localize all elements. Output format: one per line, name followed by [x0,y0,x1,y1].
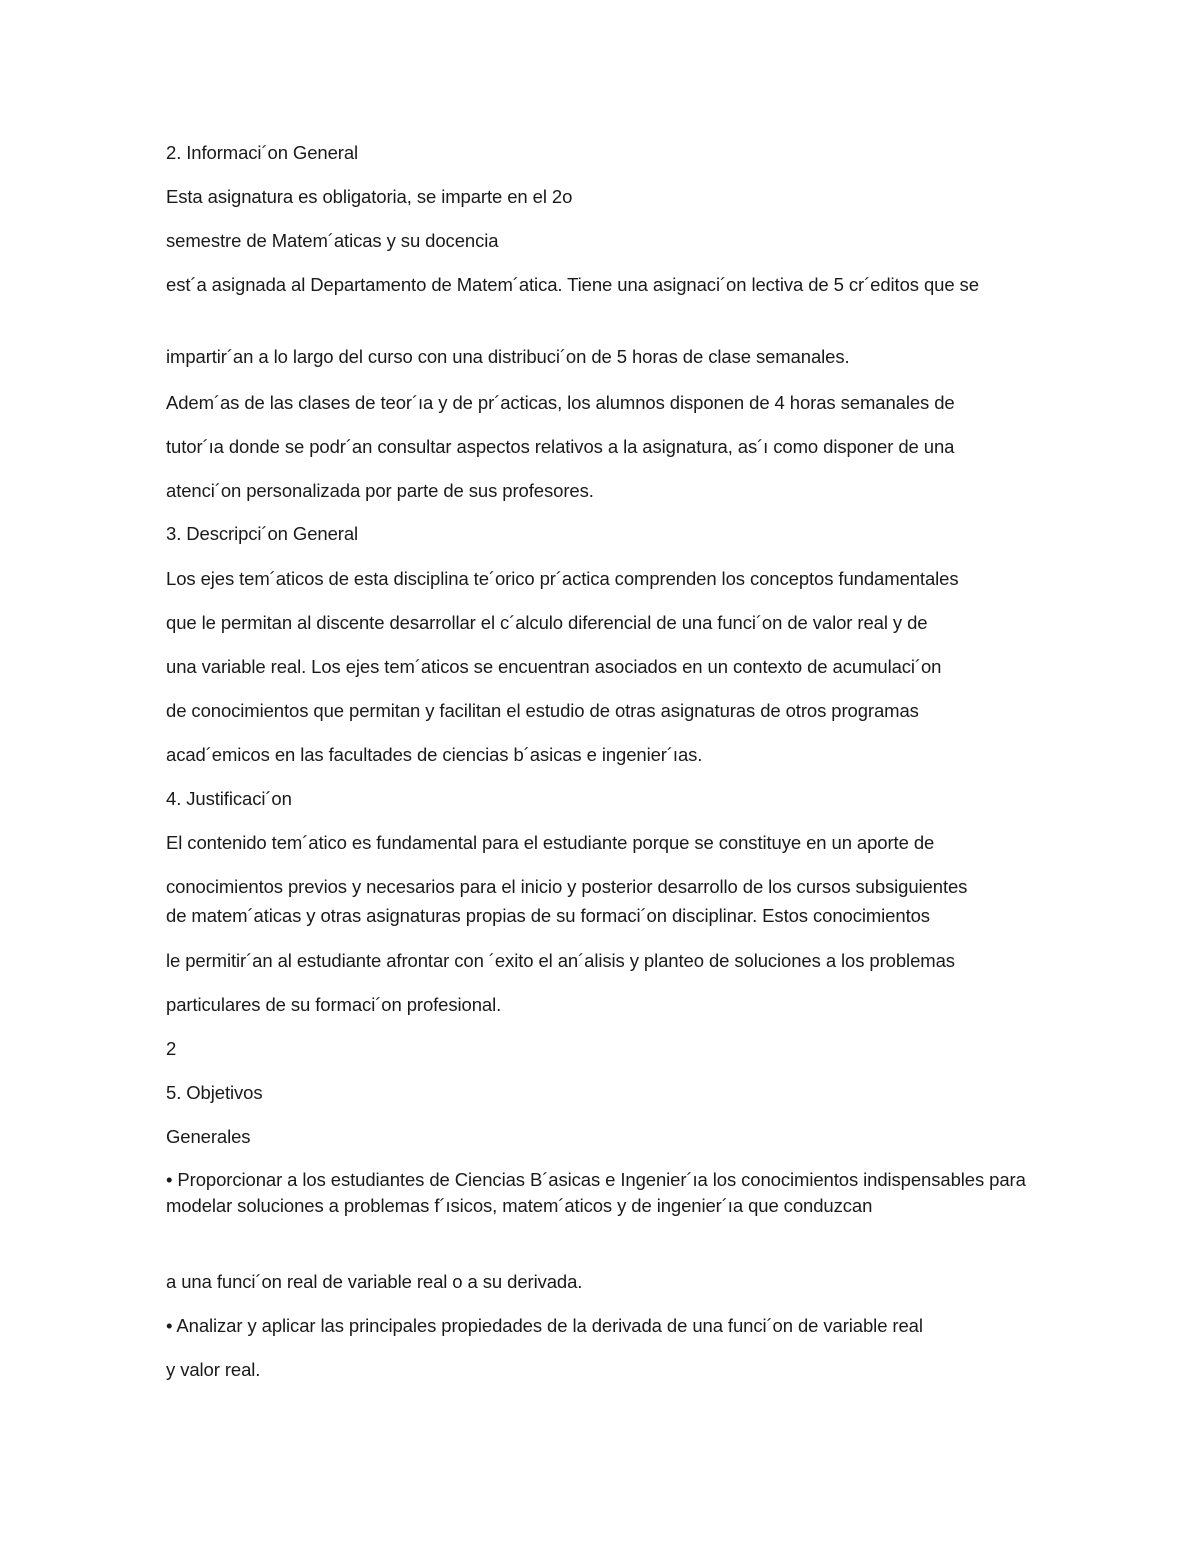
text-line: conocimientos previos y necesarios para el inicio y posterior desarrollo de los cursos subsiguientes [166,876,968,897]
page-number: 2 [166,1038,177,1059]
text-line: de conocimientos que permitan y facilitan el estudio de otras asignaturas de otros programas [166,700,919,721]
text-line: semestre de Matem´aticas y su docencia [166,230,499,251]
text-line: que le permitan al discente desarrollar el c´alculo diferencial de una funci´on de valor real y de [166,612,928,633]
text-line: atenci´on personalizada por parte de sus profesores. [166,480,594,501]
heading-objetivos: 5. Objetivos [166,1082,263,1103]
text-line: Los ejes tem´aticos de esta disciplina te´orico pr´actica comprenden los conceptos fundamentales [166,568,959,589]
text-line: El contenido tem´atico es fundamental para el estudiante porque se constituye en un aporte de [166,832,935,853]
text-line: le permitir´an al estudiante afrontar con ´exito el an´alisis y planteo de soluciones a los problemas [166,950,955,971]
text-line: impartir´an a lo largo del curso con una distribuci´on de 5 horas de clase semanales. [166,346,850,367]
text-line: y valor real. [166,1359,261,1380]
text-line: Esta asignatura es obligatoria, se imparte en el 2o [166,186,573,207]
bullet-item: • Proporcionar a los estudiantes de Ciencias B´asicas e Ingenier´ıa los conocimientos indispensables para modelar soluciones a problemas f´ısicos, matem´aticos y de ingenier´ıa que conduzcan [166,1169,1026,1216]
text-line: acad´emicos en las facultades de ciencias b´asicas e ingenier´ıas. [166,744,703,765]
subheading-generales: Generales [166,1126,251,1147]
heading-descripcion-general: 3. Descripci´on General [166,523,359,544]
text-line: de matem´aticas y otras asignaturas propias de su formaci´on disciplinar. Estos conocimientos [166,905,930,926]
text-line: Adem´as de las clases de teor´ıa y de pr´acticas, los alumnos disponen de 4 horas semanales de [166,392,955,413]
text-line: est´a asignada al Departamento de Matem´atica. Tiene una asignaci´on lectiva de 5 cr´editos que se [166,274,979,295]
heading-justificacion: 4. Justificaci´on [166,788,292,809]
text-line: a una funci´on real de variable real o a su derivada. [166,1271,583,1292]
text-line: tutor´ıa donde se podr´an consultar aspectos relativos a la asignatura, as´ı como disponer de una [166,436,955,457]
text-line: particulares de su formaci´on profesional. [166,994,502,1015]
text-line: una variable real. Los ejes tem´aticos se encuentran asociados en un contexto de acumulaci´on [166,656,942,677]
heading-informacion-general: 2. Informaci´on General [166,142,359,163]
bullet-item: • Analizar y aplicar las principales propiedades de la derivada de una funci´on de variable real [166,1315,923,1336]
